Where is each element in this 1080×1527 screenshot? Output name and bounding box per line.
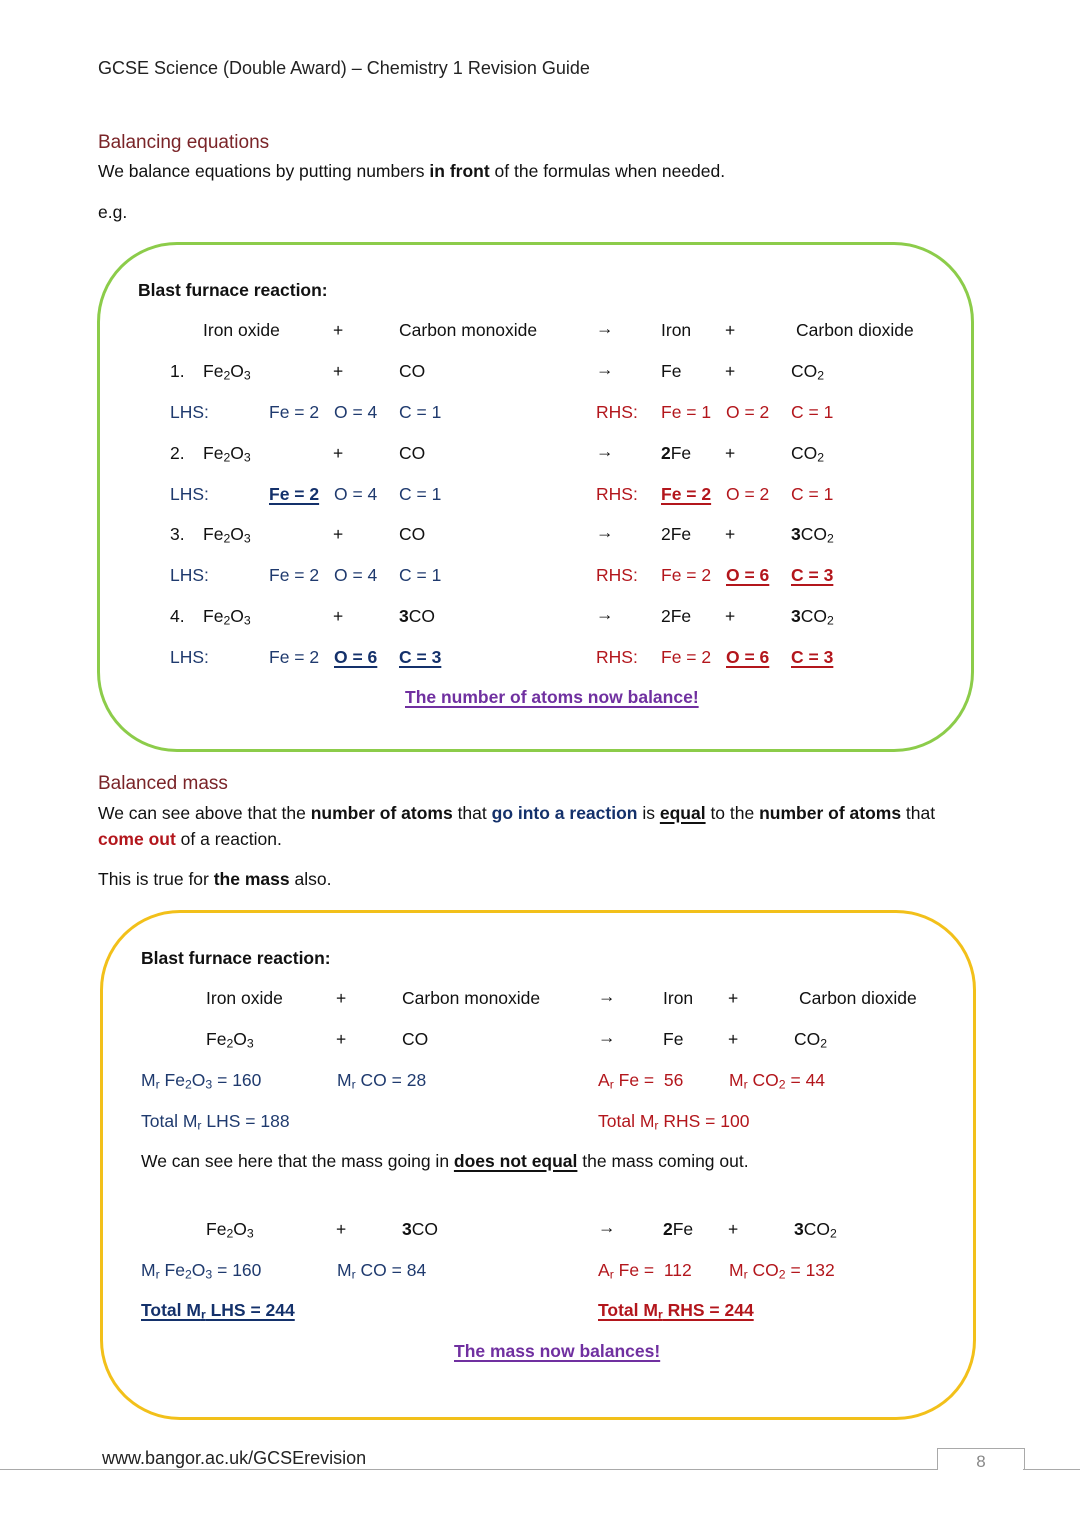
arrow-icon: → bbox=[596, 359, 614, 379]
word-reactant-1: Iron oxide bbox=[203, 320, 280, 340]
formula-fe: Fe bbox=[661, 361, 682, 381]
plus-sign: + bbox=[725, 443, 736, 463]
mass-paragraph: This is true for the mass also. bbox=[98, 869, 332, 889]
plus-sign: + bbox=[336, 1219, 347, 1239]
plus-sign: + bbox=[336, 1029, 347, 1049]
lhs-fe-count: Fe = 2 bbox=[269, 647, 320, 667]
word-reactant-2: Carbon monoxide bbox=[399, 320, 538, 340]
formula-2fe: 2Fe bbox=[663, 1219, 694, 1239]
box2-title: Blast furnace reaction: bbox=[141, 948, 331, 968]
intro-paragraph bbox=[98, 161, 725, 182]
mass-balance-conclusion: The mass now balances! bbox=[454, 1341, 661, 1361]
formula-3co2: $3CO_2$ bbox=[794, 1219, 837, 1241]
plus-sign: + bbox=[728, 1219, 739, 1239]
rhs-c-count-highlight: C = 3 bbox=[791, 565, 834, 585]
footer-divider bbox=[0, 1469, 937, 1470]
plus-sign: + bbox=[333, 361, 344, 381]
section-heading-balancing-equations: Balancing equations bbox=[98, 132, 270, 153]
lhs-label: LHS: bbox=[170, 647, 209, 667]
word-product-2: Carbon dioxide bbox=[796, 320, 914, 340]
rhs-o-count: O = 2 bbox=[726, 484, 770, 504]
plus-sign: + bbox=[725, 524, 736, 544]
arrow-icon: → bbox=[596, 604, 614, 624]
formula-fe2o3: $Fe_2O_3$ bbox=[203, 606, 251, 628]
plus-sign: + bbox=[333, 524, 344, 544]
page-number: 8 bbox=[976, 1452, 986, 1471]
rhs-fe-count-highlight: Fe = 2 bbox=[661, 484, 712, 504]
plus-sign: + bbox=[336, 988, 347, 1008]
lhs-c-count: C = 1 bbox=[399, 484, 442, 504]
formula-2fe: 2Fe bbox=[661, 443, 692, 463]
formula-co: CO bbox=[399, 361, 426, 381]
lhs-fe-count: Fe = 2 bbox=[269, 565, 320, 585]
lhs-o-count: O = 4 bbox=[334, 402, 378, 422]
formula-2fe: 2Fe bbox=[661, 524, 692, 544]
formula-2fe: 2Fe bbox=[661, 606, 692, 626]
formula-3co2: $3CO_2$ bbox=[791, 524, 834, 546]
plus-sign: + bbox=[725, 361, 736, 381]
footer-url: www.bangor.ac.uk/GCSErevision bbox=[102, 1448, 367, 1468]
rhs-o-count-highlight: O = 6 bbox=[726, 647, 770, 667]
rhs-label: RHS: bbox=[596, 484, 638, 504]
lhs-o-count: O = 4 bbox=[334, 565, 378, 585]
eg-label: e.g. bbox=[98, 202, 128, 222]
formula-3co2: $3CO_2$ bbox=[791, 606, 834, 628]
rhs-label: RHS: bbox=[596, 647, 638, 667]
total-mr-lhs: Total $M_r$ LHS = 188 bbox=[141, 1111, 290, 1133]
formula-co: CO bbox=[402, 1029, 429, 1049]
arrow-icon: → bbox=[596, 318, 614, 338]
mr-co2: $M_r$ $CO_2 = 44$ bbox=[729, 1070, 826, 1092]
plus-sign: + bbox=[728, 1029, 739, 1049]
arrow-icon: → bbox=[596, 441, 614, 461]
mr-3co2: $M_r$ $CO_2 = 132$ bbox=[729, 1260, 835, 1282]
plus-sign: + bbox=[728, 988, 739, 1008]
rhs-o-count: O = 2 bbox=[726, 402, 770, 422]
balanced-mass-paragraph-line1: We can see above that the number of atoms that go into a reaction is equal to the number of atoms that bbox=[98, 803, 936, 823]
lhs-label: LHS: bbox=[170, 484, 209, 504]
formula-fe2o3: $Fe_2O_3$ bbox=[203, 524, 251, 546]
lhs-c-count: C = 1 bbox=[399, 565, 442, 585]
mass-not-equal-note: We can see here that the mass going in does not equal the mass coming out. bbox=[141, 1151, 749, 1171]
step-number: 1. bbox=[170, 361, 185, 381]
rhs-c-count: C = 1 bbox=[791, 484, 834, 504]
rhs-fe-count: Fe = 1 bbox=[661, 402, 712, 422]
formula-3co: 3CO bbox=[399, 606, 435, 626]
lhs-label: LHS: bbox=[170, 402, 209, 422]
rhs-c-count-highlight: C = 3 bbox=[791, 647, 834, 667]
lhs-c-count-highlight: C = 3 bbox=[399, 647, 442, 667]
plus-sign: + bbox=[725, 320, 736, 340]
lhs-fe-count-highlight: Fe = 2 bbox=[269, 484, 320, 504]
formula-3co: 3CO bbox=[402, 1219, 438, 1239]
lhs-label: LHS: bbox=[170, 565, 209, 585]
arrow-icon: → bbox=[598, 1217, 616, 1237]
arrow-icon: → bbox=[598, 1027, 616, 1047]
formula-co: CO bbox=[399, 524, 426, 544]
intro-text: We balance equations by putting numbers bbox=[98, 161, 430, 181]
mr-co: $M_r$ CO = 28 bbox=[337, 1070, 427, 1092]
mr-fe2o3: $M_r$ $Fe_2O_3 = 160$ bbox=[141, 1070, 262, 1092]
atoms-balance-box bbox=[97, 242, 974, 752]
rhs-fe-count: Fe = 2 bbox=[661, 565, 712, 585]
mr-3co: $M_r$ CO = 84 bbox=[337, 1260, 427, 1282]
total-mr-lhs-balanced: Total $M_r$ LHS = 244 bbox=[141, 1300, 295, 1322]
balanced-mass-paragraph-line2: come out of a reaction. bbox=[98, 829, 282, 849]
formula-fe: Fe bbox=[663, 1029, 684, 1049]
formula-fe2o3: $Fe_2O_3$ bbox=[206, 1219, 254, 1241]
ar-2fe: $A_r$ Fe = 112 bbox=[598, 1260, 692, 1282]
mr-fe2o3: $M_r$ $Fe_2O_3 = 160$ bbox=[141, 1260, 262, 1282]
plus-sign: + bbox=[333, 606, 344, 626]
formula-co2: $CO_2$ bbox=[791, 443, 825, 465]
formula-co2: $CO_2$ bbox=[791, 361, 825, 383]
arrow-icon: → bbox=[598, 986, 616, 1006]
box1-title: Blast furnace reaction: bbox=[138, 280, 328, 300]
rhs-c-count: C = 1 bbox=[791, 402, 834, 422]
word-reactant-2: Carbon monoxide bbox=[402, 988, 541, 1008]
rhs-fe-count: Fe = 2 bbox=[661, 647, 712, 667]
atoms-balance-conclusion: The number of atoms now balance! bbox=[405, 687, 699, 707]
lhs-o-count-highlight: O = 6 bbox=[334, 647, 378, 667]
step-number: 4. bbox=[170, 606, 185, 626]
rhs-label: RHS: bbox=[596, 402, 638, 422]
step-number: 3. bbox=[170, 524, 185, 544]
formula-fe2o3: $Fe_2O_3$ bbox=[206, 1029, 254, 1051]
plus-sign: + bbox=[333, 320, 344, 340]
formula-co: CO bbox=[399, 443, 426, 463]
step-number: 2. bbox=[170, 443, 185, 463]
total-mr-rhs: Total $M_r$ RHS = 100 bbox=[598, 1111, 750, 1133]
page-header-title: GCSE Science (Double Award) – Chemistry 1 Revision Guide bbox=[98, 58, 590, 78]
word-product-1: Iron bbox=[661, 320, 692, 340]
lhs-fe-count: Fe = 2 bbox=[269, 402, 320, 422]
rhs-o-count-highlight: O = 6 bbox=[726, 565, 770, 585]
formula-co2: $CO_2$ bbox=[794, 1029, 828, 1051]
rhs-label: RHS: bbox=[596, 565, 638, 585]
formula-fe2o3: $Fe_2O_3$ bbox=[203, 443, 251, 465]
total-mr-rhs-balanced: Total $M_r$ RHS = 244 bbox=[598, 1300, 754, 1322]
word-product-1: Iron bbox=[663, 988, 694, 1008]
formula-fe2o3: $Fe_2O_3$ bbox=[203, 361, 251, 383]
ar-fe: $A_r$ Fe = 56 bbox=[598, 1070, 684, 1092]
intro-emphasis: in front bbox=[429, 161, 490, 181]
word-reactant-1: Iron oxide bbox=[206, 988, 283, 1008]
plus-sign: + bbox=[333, 443, 344, 463]
footer-divider-right bbox=[1023, 1469, 1080, 1470]
lhs-o-count: O = 4 bbox=[334, 484, 378, 504]
word-product-2: Carbon dioxide bbox=[799, 988, 917, 1008]
intro-text-end: of the formulas when needed. bbox=[489, 161, 726, 181]
plus-sign: + bbox=[725, 606, 736, 626]
arrow-icon: → bbox=[596, 522, 614, 542]
section-heading-balanced-mass: Balanced mass bbox=[98, 773, 228, 794]
lhs-c-count: C = 1 bbox=[399, 402, 442, 422]
